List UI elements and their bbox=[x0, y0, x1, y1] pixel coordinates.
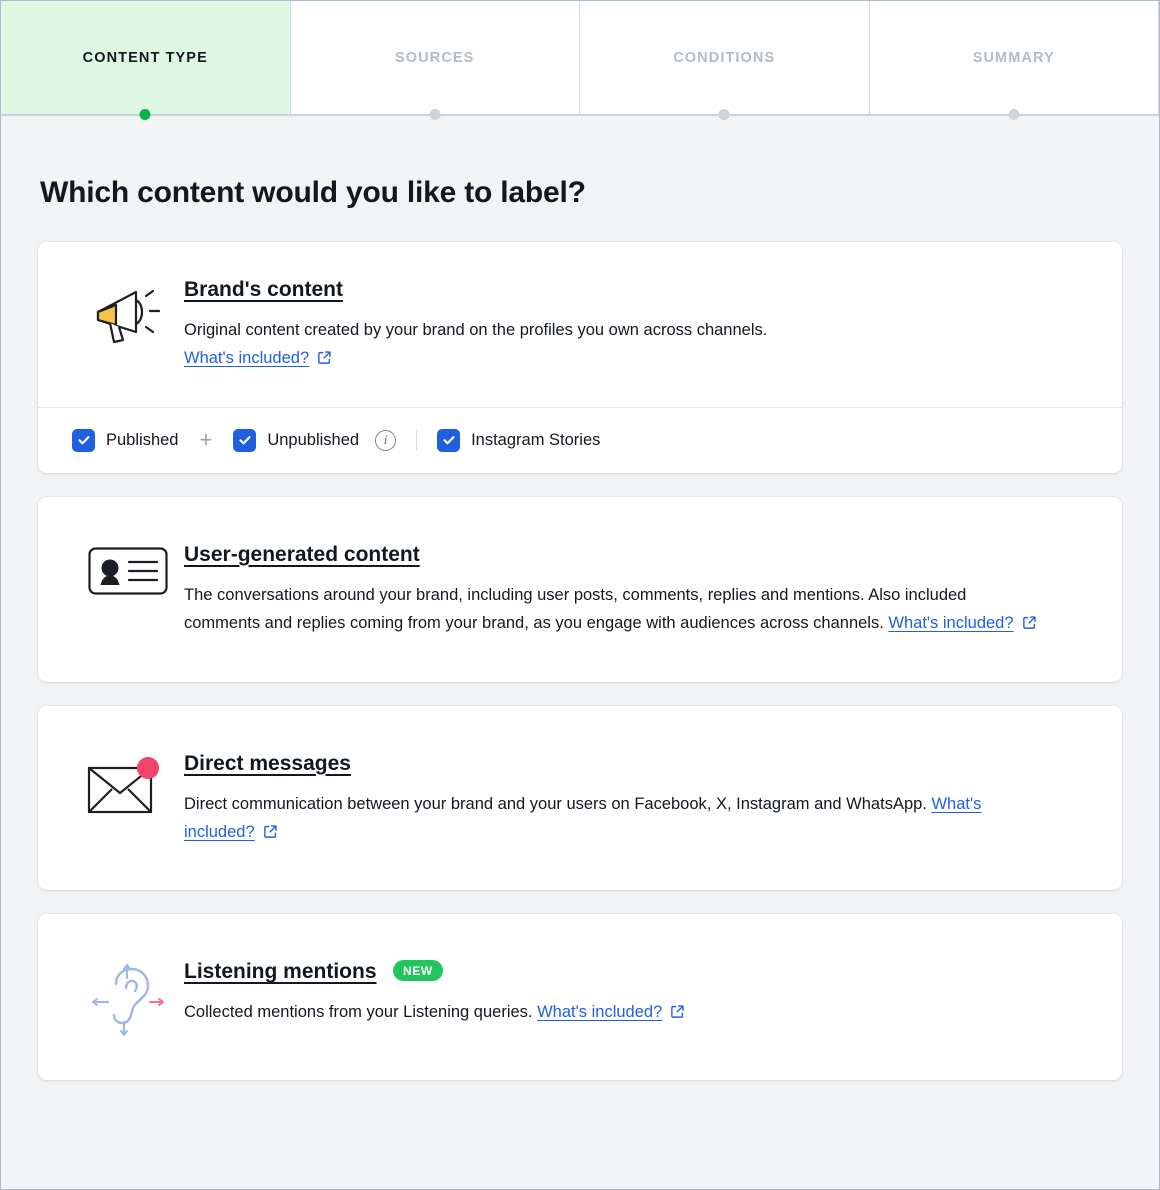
card-heading-brands-content[interactable]: Brand's content bbox=[184, 278, 344, 301]
new-badge: NEW bbox=[393, 960, 443, 981]
card-body bbox=[184, 276, 1092, 373]
contact-card-icon bbox=[72, 541, 184, 595]
card-description bbox=[184, 790, 1044, 847]
card-description bbox=[184, 316, 1044, 373]
step-dot-summary bbox=[1008, 109, 1019, 120]
checkbox-published[interactable] bbox=[72, 429, 178, 452]
checkbox-icon[interactable] bbox=[233, 429, 256, 452]
card-description bbox=[184, 998, 1044, 1026]
checkbox-instagram-stories[interactable] bbox=[437, 429, 600, 452]
listening-ear-icon bbox=[72, 958, 184, 1036]
card-brands-content[interactable] bbox=[38, 242, 1122, 473]
external-link-icon[interactable] bbox=[317, 350, 332, 365]
brand-content-filter-bar bbox=[38, 407, 1122, 473]
external-link-icon[interactable] bbox=[263, 824, 278, 839]
card-main bbox=[38, 242, 1122, 407]
card-heading-user-generated-content[interactable]: User-generated content bbox=[184, 542, 420, 566]
card-body bbox=[184, 541, 1092, 638]
whats-included-link[interactable]: What's included? bbox=[537, 1003, 663, 1022]
step-label: CONTENT TYPE bbox=[82, 49, 208, 66]
checkbox-icon[interactable] bbox=[437, 429, 460, 452]
card-user-generated-content[interactable] bbox=[38, 497, 1122, 682]
card-main bbox=[38, 914, 1122, 1080]
card-description-text: Original content created by your brand on the profiles you own across channels. bbox=[184, 321, 768, 339]
whats-included-link[interactable]: What's included? bbox=[184, 349, 310, 368]
card-description-text: Direct communication between your brand and your users on Facebook, X, Instagram and WhatsApp. bbox=[184, 794, 927, 813]
wizard-stepper bbox=[1, 1, 1159, 114]
external-link-icon[interactable] bbox=[1022, 615, 1037, 630]
card-body bbox=[184, 750, 1092, 847]
card-description-text: The conversations around your brand, including user posts, comments, replies and mentions. Also included comments and replies coming from your brand, as you engage with audiences across channels. bbox=[184, 585, 967, 633]
step-content-type[interactable] bbox=[1, 1, 291, 114]
card-direct-messages[interactable] bbox=[38, 706, 1122, 891]
checkbox-label: Unpublished bbox=[267, 430, 360, 449]
checkbox-icon[interactable] bbox=[72, 429, 95, 452]
step-dot-content-type bbox=[140, 109, 151, 120]
card-description-text: Collected mentions from your Listening queries. bbox=[184, 1003, 533, 1022]
envelope-notification-icon bbox=[72, 750, 184, 814]
card-main bbox=[38, 706, 1122, 891]
step-label: SOURCES bbox=[395, 49, 475, 66]
checkbox-unpublished[interactable] bbox=[233, 429, 359, 452]
stepper-divider bbox=[1, 114, 1159, 116]
page-title: Which content would you like to label? bbox=[40, 176, 586, 209]
step-dot-sources bbox=[429, 109, 440, 120]
checkbox-label: Published bbox=[106, 430, 179, 449]
wizard-content bbox=[1, 114, 1159, 1080]
whats-included-link[interactable]: What's included? bbox=[184, 794, 982, 841]
plus-separator: + bbox=[199, 427, 213, 453]
card-body bbox=[184, 958, 1092, 1026]
step-dot-conditions bbox=[719, 109, 730, 120]
card-listening-mentions[interactable] bbox=[38, 914, 1122, 1080]
step-conditions[interactable] bbox=[580, 1, 870, 114]
step-label: CONDITIONS bbox=[673, 49, 776, 66]
card-description bbox=[184, 581, 1044, 638]
megaphone-icon bbox=[72, 276, 184, 344]
checkbox-label: Instagram Stories bbox=[471, 430, 601, 449]
divider bbox=[416, 430, 417, 451]
card-heading-listening-mentions[interactable]: Listening mentions bbox=[184, 960, 377, 984]
card-main bbox=[38, 497, 1122, 682]
card-heading-direct-messages[interactable]: Direct messages bbox=[184, 751, 351, 775]
whats-included-link[interactable]: What's included? bbox=[888, 614, 1014, 633]
external-link-icon[interactable] bbox=[670, 1004, 685, 1019]
card-heading-row bbox=[184, 960, 1092, 998]
step-sources[interactable] bbox=[291, 1, 581, 114]
info-icon[interactable]: i bbox=[375, 430, 396, 451]
step-summary[interactable] bbox=[870, 1, 1160, 114]
step-label: SUMMARY bbox=[972, 49, 1055, 66]
